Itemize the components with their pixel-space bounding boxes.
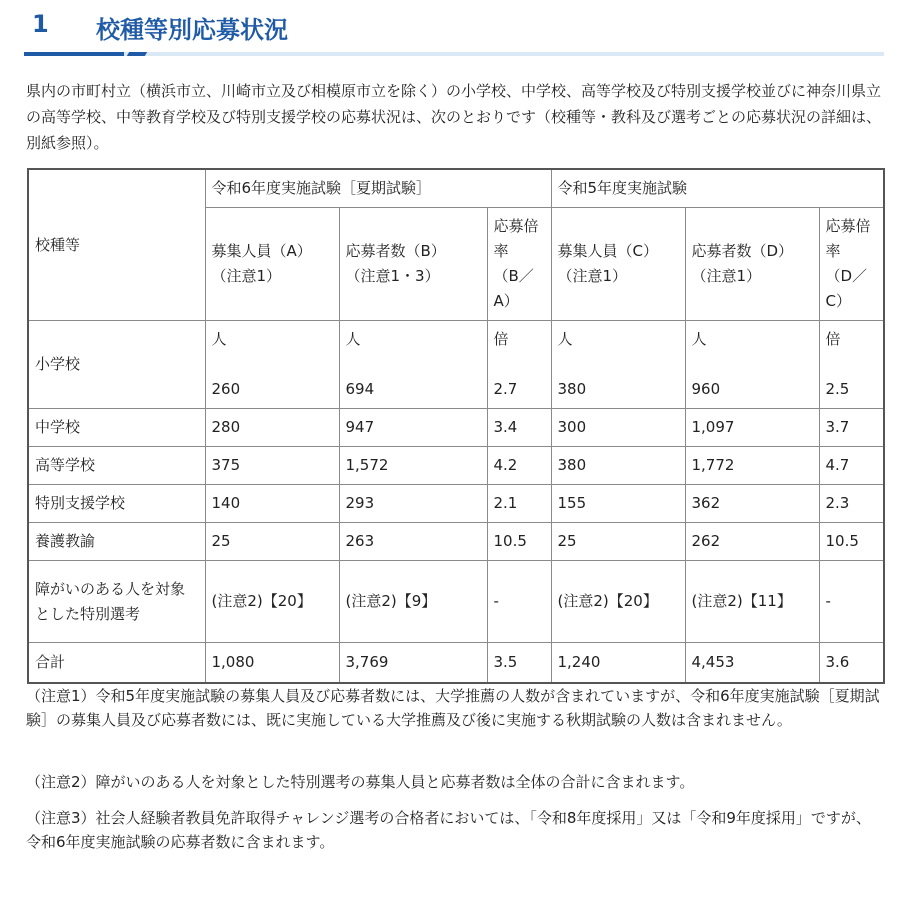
row-label: 合計 bbox=[28, 643, 205, 683]
heading-underline bbox=[24, 52, 884, 56]
table-row bbox=[28, 447, 884, 485]
table-row bbox=[28, 409, 884, 447]
cell-dc: 3.6 bbox=[819, 643, 884, 683]
cell-d: 1,772 bbox=[685, 447, 819, 485]
cell-ba: - bbox=[487, 561, 551, 643]
cell-a: 1,080 bbox=[205, 643, 339, 683]
header-group-r6: 令和6年度実施試験［夏期試験］ bbox=[205, 169, 551, 208]
cell-dc: 4.7 bbox=[819, 447, 884, 485]
cell-c: 300 bbox=[551, 409, 685, 447]
header-school-type: 校種等 bbox=[28, 169, 205, 321]
row-label: 障がいのある人を対象とした特別選考 bbox=[28, 561, 205, 643]
cell-dc: 3.7 bbox=[819, 409, 884, 447]
cell-b: 263 bbox=[339, 523, 487, 561]
cell-dc: 2.3 bbox=[819, 485, 884, 523]
cell-b: (注意2)【9】 bbox=[339, 561, 487, 643]
cell-d: 4,453 bbox=[685, 643, 819, 683]
heading-accent bbox=[24, 52, 124, 56]
application-status-table bbox=[27, 168, 885, 684]
cell-ba: 10.5 bbox=[487, 523, 551, 561]
cell-dc: 倍 2.5 bbox=[819, 321, 884, 409]
cell-a: (注意2)【20】 bbox=[205, 561, 339, 643]
table-row bbox=[28, 485, 884, 523]
cell-d: 362 bbox=[685, 485, 819, 523]
header-group-r5: 令和5年度実施試験 bbox=[551, 169, 884, 208]
cell-b: 3,769 bbox=[339, 643, 487, 683]
cell-ba: 倍 2.7 bbox=[487, 321, 551, 409]
header-ratio-dc: 応募倍率 （D／C） bbox=[819, 208, 884, 321]
header-recruit-a: 募集人員（A） （注意1） bbox=[205, 208, 339, 321]
table-row bbox=[28, 561, 884, 643]
cell-ba: 2.1 bbox=[487, 485, 551, 523]
row-label: 養護教諭 bbox=[28, 523, 205, 561]
row-label: 高等学校 bbox=[28, 447, 205, 485]
cell-c: (注意2)【20】 bbox=[551, 561, 685, 643]
cell-dc: - bbox=[819, 561, 884, 643]
table-row bbox=[28, 321, 884, 409]
cell-d: (注意2)【11】 bbox=[685, 561, 819, 643]
cell-c: 1,240 bbox=[551, 643, 685, 683]
cell-d: 人 960 bbox=[685, 321, 819, 409]
row-label: 中学校 bbox=[28, 409, 205, 447]
heading-accent-slant bbox=[127, 52, 147, 56]
cell-c: 人 380 bbox=[551, 321, 685, 409]
note-2: （注意2）障がいのある人を対象とした特別選考の募集人員と応募者数は全体の合計に含まれます。 bbox=[26, 773, 695, 791]
note-3: （注意3）社会人経験者教員免許取得チャレンジ選考の合格者においては、「令和8年度採用」又は「令和9年度採用」ですが、令和6年度実施試験の応募者数に含まれます。 bbox=[26, 809, 871, 851]
cell-c: 380 bbox=[551, 447, 685, 485]
cell-b: 293 bbox=[339, 485, 487, 523]
cell-a: 280 bbox=[205, 409, 339, 447]
table-header-row-1 bbox=[28, 169, 884, 208]
cell-c: 155 bbox=[551, 485, 685, 523]
cell-a: 25 bbox=[205, 523, 339, 561]
cell-a: 375 bbox=[205, 447, 339, 485]
row-label: 小学校 bbox=[28, 321, 205, 409]
header-applicants-d: 応募者数（D） （注意1） bbox=[685, 208, 819, 321]
section-number: 1 bbox=[32, 10, 49, 38]
cell-a: 人 260 bbox=[205, 321, 339, 409]
table-row bbox=[28, 523, 884, 561]
header-ratio-ba: 応募倍率 （B／A） bbox=[487, 208, 551, 321]
cell-c: 25 bbox=[551, 523, 685, 561]
header-applicants-b: 応募者数（B） （注意1・3） bbox=[339, 208, 487, 321]
row-label: 特別支援学校 bbox=[28, 485, 205, 523]
header-recruit-c: 募集人員（C） （注意1） bbox=[551, 208, 685, 321]
cell-ba: 3.4 bbox=[487, 409, 551, 447]
cell-a: 140 bbox=[205, 485, 339, 523]
cell-ba: 3.5 bbox=[487, 643, 551, 683]
cell-dc: 10.5 bbox=[819, 523, 884, 561]
table-row-total bbox=[28, 643, 884, 683]
note-1: （注意1）令和5年度実施試験の募集人員及び応募者数には、大学推薦の人数が含まれていますが、令和6年度実施試験［夏期試験］の募集人員及び応募者数には、既に実施している大学推薦及び後に実施する秋期試験の人数は含まれません。 bbox=[26, 687, 880, 729]
cell-b: 1,572 bbox=[339, 447, 487, 485]
intro-paragraph: 県内の市町村立（横浜市立、川崎市立及び相模原市立を除く）の小学校、中学校、高等学校及び特別支援学校並びに神奈川県立の高等学校、中等教育学校及び特別支援学校の応募状況は、次のとおりです（校種等・教科及び選考ごとの応募状況の詳細は、別紙参照）。 bbox=[26, 82, 882, 152]
cell-d: 262 bbox=[685, 523, 819, 561]
cell-b: 人 694 bbox=[339, 321, 487, 409]
cell-ba: 4.2 bbox=[487, 447, 551, 485]
cell-b: 947 bbox=[339, 409, 487, 447]
cell-d: 1,097 bbox=[685, 409, 819, 447]
section-heading bbox=[24, 6, 884, 52]
section-title: 校種等別応募状況 bbox=[96, 16, 288, 44]
